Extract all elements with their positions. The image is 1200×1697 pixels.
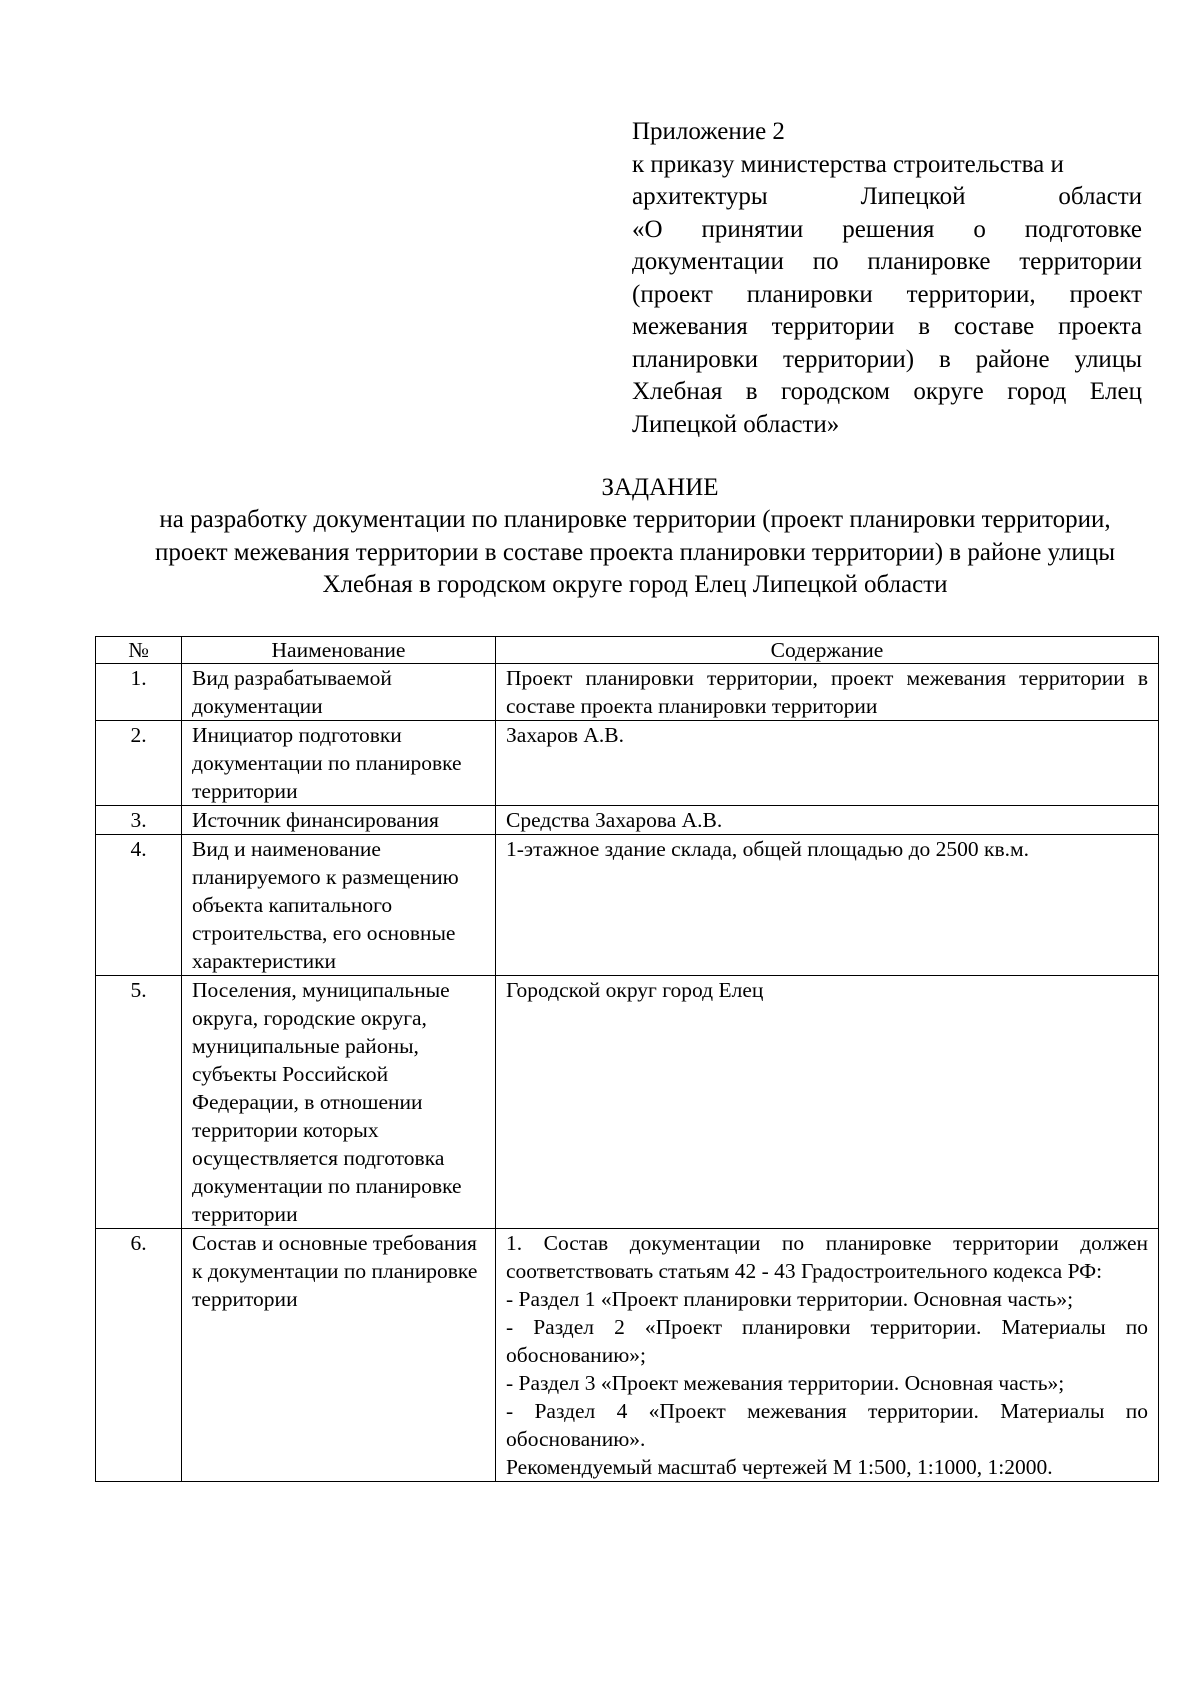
row-content-requirements: [496, 1229, 1159, 1482]
appendix-line: Липецкой области»: [632, 410, 840, 438]
requirement-line: Рекомендуемый масштаб чертежей М 1:500, 1:1000, 1:2000.: [506, 1455, 1053, 1479]
appendix-block: [632, 116, 1142, 441]
appendix-line: «О принятии решения о подготовке: [632, 215, 1142, 243]
appendix-line: Приложение 2: [632, 118, 785, 145]
row-number: 4.: [96, 835, 182, 976]
appendix-line: Хлебная в городском округе город Елец: [632, 378, 1142, 405]
assignment-table: [95, 636, 1159, 1482]
row-content: Средства Захарова А.В.: [496, 806, 1159, 835]
table-row: [96, 721, 1159, 806]
header-num: №: [96, 637, 182, 664]
row-name: Инициатор подготовки документации по планировке территории: [182, 721, 496, 806]
row-number: 1.: [96, 664, 182, 721]
appendix-line: межевания территории в составе проекта: [632, 313, 1142, 340]
table-row: [96, 664, 1159, 721]
table-header-row: [96, 637, 1159, 664]
row-name: Поселения, муниципальные округа, городские округа, муниципальные районы, субъекты Российской Федерации, в отношении территории которых осуществляется подготовка документации по планировке территории: [182, 976, 496, 1229]
appendix-line: (проект планировки территории, проект: [632, 280, 1142, 308]
header-name: Наименование: [182, 637, 496, 664]
row-number: 2.: [96, 721, 182, 806]
row-name: Вид и наименование планируемого к размещению объекта капитального строительства, его основные характеристики: [182, 835, 496, 976]
row-content: Захаров А.В.: [496, 721, 1159, 806]
row-content: Городской округ город Елец: [496, 976, 1159, 1229]
row-name: Состав и основные требования к документации по планировке территории: [182, 1229, 496, 1482]
requirement-line: - Раздел 1 «Проект планировки территории. Основная часть»;: [506, 1287, 1074, 1311]
row-name: Вид разрабатываемой документации: [182, 664, 496, 721]
table-row: [96, 835, 1159, 976]
row-number: 6.: [96, 1229, 182, 1482]
appendix-line: планировки территории) в районе улицы: [632, 345, 1142, 373]
requirement-line: - Раздел 3 «Проект межевания территории. Основная часть»;: [506, 1371, 1065, 1395]
row-content: 1-этажное здание склада, общей площадью до 2500 кв.м.: [496, 835, 1159, 976]
appendix-line: документации по планировке территории: [632, 248, 1142, 275]
row-number: 3.: [96, 806, 182, 835]
document-title: ЗАДАНИЕ: [601, 474, 719, 501]
requirement-line: 1. Состав документации по планировке территории должен соответствовать статьям 42 - 43 Градостроительного кодекса РФ:: [506, 1231, 1148, 1283]
header-content: Содержание: [496, 637, 1159, 664]
requirement-line: - Раздел 4 «Проект межевания территории. Материалы по обоснованию».: [506, 1399, 1148, 1451]
row-name: Источник финансирования: [182, 806, 496, 835]
document-subtitle: на разработку документации по планировке территории (проект планировки территории, проект межевания территории в составе проекта планировки территории) в районе улицы Хлебная в городском округе город Елец Липецкой области: [155, 506, 1115, 598]
table-row: [96, 976, 1159, 1229]
requirement-line: - Раздел 2 «Проект планировки территории. Материалы по обоснованию»;: [506, 1315, 1148, 1367]
table-row: [96, 806, 1159, 835]
table-row: [96, 1229, 1159, 1482]
appendix-line: архитектуры Липецкой области: [632, 183, 1142, 210]
appendix-line: к приказу министерства строительства и: [632, 150, 1064, 178]
row-number: 5.: [96, 976, 182, 1229]
row-content: Проект планировки территории, проект межевания территории в составе проекта планировки территории: [496, 664, 1159, 721]
